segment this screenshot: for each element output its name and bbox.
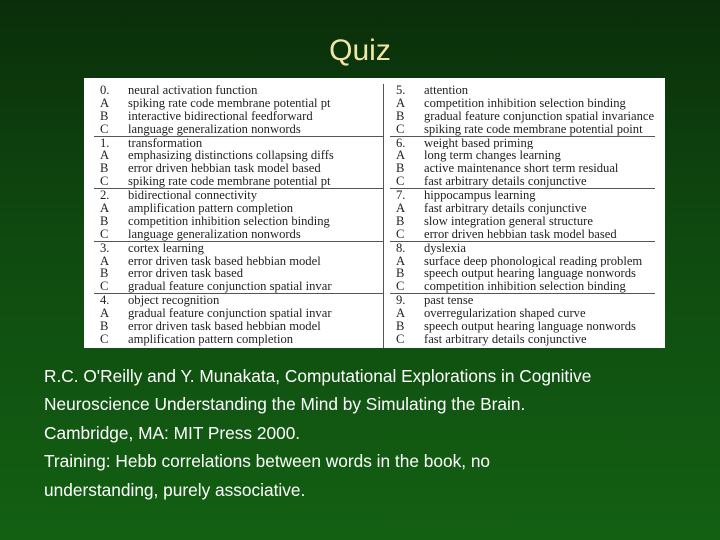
item-text: long term changes learning	[424, 149, 561, 163]
item-marker: 0.	[100, 84, 110, 97]
quiz-option	[94, 333, 383, 346]
item-marker: B	[396, 109, 405, 123]
item-text: gradual feature conjunction spatial invar	[128, 307, 332, 321]
item-text: fast arbitrary details conjunctive	[424, 202, 587, 215]
item-marker: A	[100, 254, 110, 268]
item-text: language generalization nonwords	[128, 122, 301, 136]
item-text: error driven task based hebbian model	[128, 254, 321, 268]
item-text: overregularization shaped curve	[424, 307, 586, 321]
quiz-option	[390, 320, 655, 333]
quiz-column-left	[94, 84, 384, 348]
quiz-question	[390, 293, 655, 307]
item-marker: C	[100, 227, 109, 241]
item-text: spiking rate code membrane potential pt	[128, 175, 331, 189]
item-text: error driven hebbian task model based	[128, 162, 321, 176]
item-marker: C	[396, 332, 405, 346]
quiz-option	[390, 333, 655, 346]
quiz-option	[94, 280, 383, 293]
item-text: active maintenance short term residual	[424, 162, 619, 176]
item-marker: B	[396, 320, 405, 333]
item-text: error driven task based	[128, 267, 244, 281]
item-marker: B	[100, 214, 109, 228]
quiz-option	[390, 202, 655, 215]
item-text: competition inhibition selection binding	[128, 214, 330, 228]
quiz-option	[390, 175, 655, 188]
quiz-option	[94, 162, 383, 175]
item-text: speech output hearing language nonwords	[424, 267, 636, 281]
quiz-question	[94, 188, 383, 202]
quiz-question	[390, 241, 655, 255]
item-text: fast arbitrary details conjunctive	[424, 332, 587, 346]
quiz-option	[390, 149, 655, 162]
quiz-question	[94, 136, 383, 150]
item-marker: B	[100, 267, 109, 281]
item-marker: C	[396, 280, 405, 294]
quiz-option	[94, 202, 383, 215]
item-text: hippocampus learning	[424, 189, 536, 203]
slide-title: Quiz	[329, 34, 391, 67]
quiz-option	[94, 110, 383, 123]
item-text: neural activation function	[128, 84, 258, 97]
item-text: language generalization nonwords	[128, 227, 301, 241]
item-text: amplification pattern completion	[128, 202, 294, 215]
quiz-table	[84, 78, 665, 348]
item-text: error driven task based hebbian model	[128, 320, 321, 333]
quiz-option	[94, 307, 383, 320]
item-text: interactive bidirectional feedforward	[128, 109, 313, 123]
item-marker: 1.	[100, 135, 110, 150]
item-text: gradual feature conjunction spatial invariance	[424, 109, 655, 123]
quiz-column-right	[384, 84, 655, 348]
item-marker: 2.	[100, 188, 110, 203]
item-marker: C	[396, 227, 405, 241]
citation-block	[44, 362, 704, 504]
item-marker: 3.	[100, 240, 110, 255]
item-marker: A	[100, 307, 110, 321]
quiz-question	[390, 188, 655, 202]
quiz-option	[390, 215, 655, 228]
item-marker: A	[396, 202, 406, 215]
quiz-option	[390, 267, 655, 280]
item-text: amplification pattern completion	[128, 332, 294, 346]
quiz-option	[390, 228, 655, 241]
item-text: transformation	[128, 136, 203, 150]
quiz-option	[94, 123, 383, 136]
item-text: spiking rate code membrane potential pt	[128, 96, 331, 110]
item-marker: A	[100, 149, 110, 163]
training-note-line: Training: Hebb correlations between words in the book, no	[44, 451, 491, 472]
item-marker: 5.	[396, 84, 406, 97]
item-text: spiking rate code membrane potential point	[424, 122, 643, 136]
quiz-question	[94, 293, 383, 307]
quiz-option	[94, 215, 383, 228]
item-marker: C	[100, 280, 109, 294]
item-text: gradual feature conjunction spatial invar	[128, 280, 332, 294]
item-marker: B	[100, 109, 109, 123]
quiz-option	[390, 307, 655, 320]
item-marker: A	[396, 96, 406, 110]
item-marker: B	[396, 267, 405, 281]
quiz-question	[94, 84, 383, 97]
quiz-option	[390, 280, 655, 293]
quiz-option	[94, 320, 383, 333]
item-marker: 7.	[396, 188, 406, 203]
item-text: bidirectional connectivity	[128, 189, 258, 203]
item-marker: C	[396, 175, 405, 189]
item-text: competition inhibition selection binding	[424, 280, 626, 294]
item-marker: 8.	[396, 240, 406, 255]
item-marker: 6.	[396, 135, 406, 150]
item-marker: B	[100, 162, 109, 176]
item-text: error driven hebbian task model based	[424, 227, 617, 241]
item-text: surface deep phonological reading problem	[424, 254, 643, 268]
quiz-option	[390, 255, 655, 268]
item-text: attention	[424, 84, 469, 97]
quiz-option	[390, 110, 655, 123]
quiz-option	[94, 228, 383, 241]
item-text: fast arbitrary details conjunctive	[424, 175, 587, 189]
quiz-option	[94, 149, 383, 162]
item-marker: B	[396, 214, 405, 228]
citation-line: Cambridge, MA: MIT Press 2000.	[44, 422, 301, 443]
item-marker: A	[396, 254, 406, 268]
item-marker: B	[100, 320, 109, 333]
quiz-option	[390, 97, 655, 110]
citation-line: Neuroscience Understanding the Mind by Simulating the Brain.	[44, 394, 526, 415]
item-text: slow integration general structure	[424, 214, 593, 228]
quiz-question	[390, 136, 655, 150]
item-text: dyslexia	[424, 241, 466, 255]
item-marker: 4.	[100, 293, 110, 308]
citation-line: R.C. O'Reilly and Y. Munakata, Computational Explorations in Cognitive	[44, 366, 592, 386]
item-marker: B	[396, 162, 405, 176]
training-note-line: understanding, purely associative.	[44, 479, 306, 500]
item-text: competition inhibition selection binding	[424, 96, 626, 110]
item-marker: 9.	[396, 293, 406, 308]
quiz-option	[390, 162, 655, 175]
quiz-option	[94, 255, 383, 268]
item-marker: A	[100, 202, 110, 215]
item-text: speech output hearing language nonwords	[424, 320, 636, 333]
quiz-option	[390, 123, 655, 136]
item-marker: A	[396, 149, 406, 163]
item-marker: C	[100, 175, 109, 189]
quiz-option	[94, 267, 383, 280]
quiz-option	[94, 97, 383, 110]
item-marker: A	[396, 307, 406, 321]
quiz-option	[94, 175, 383, 188]
item-marker: C	[100, 122, 109, 136]
item-text: weight based priming	[424, 136, 534, 150]
quiz-question	[390, 84, 655, 97]
item-text: cortex learning	[128, 241, 204, 255]
item-marker: C	[396, 122, 405, 136]
item-text: emphasizing distinctions collapsing diffs	[128, 149, 334, 163]
item-marker: C	[100, 332, 109, 346]
item-marker: A	[100, 96, 110, 110]
quiz-question	[94, 241, 383, 255]
item-text: past tense	[424, 294, 474, 308]
item-text: object recognition	[128, 294, 220, 308]
